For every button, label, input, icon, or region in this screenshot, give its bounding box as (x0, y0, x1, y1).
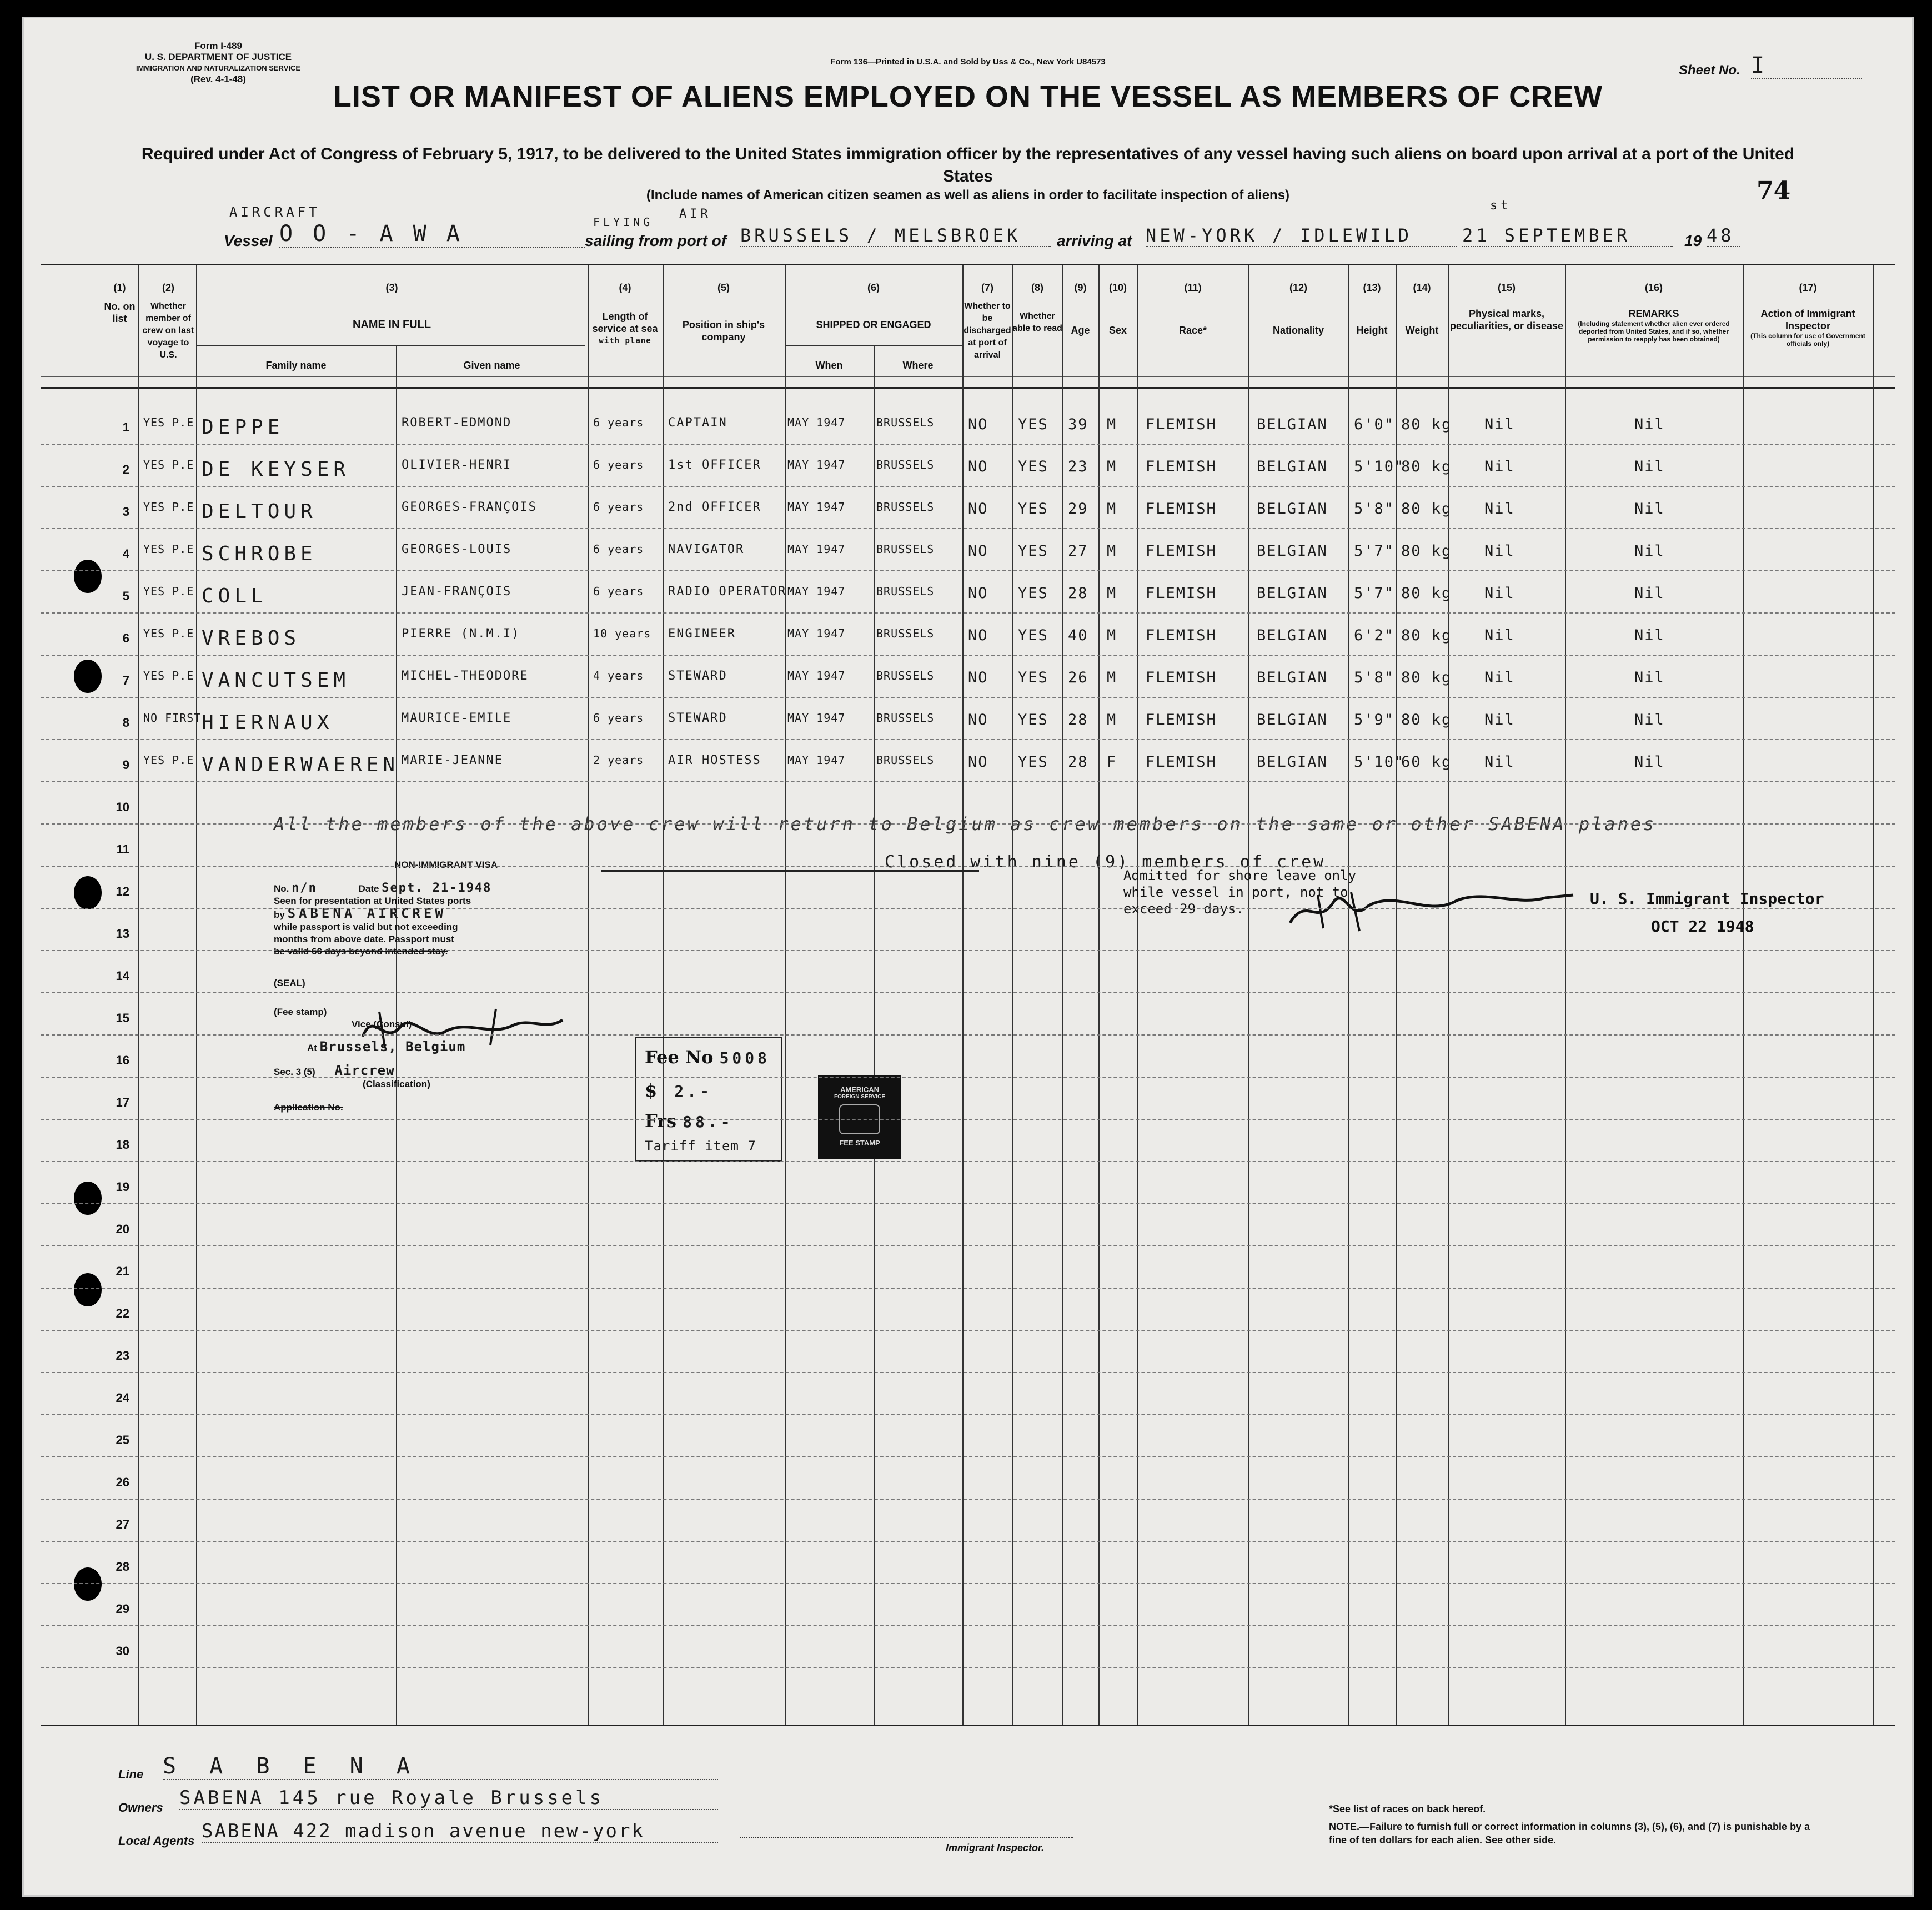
col-header-family: Family name (265, 360, 327, 371)
cell-crew-status: NO FIRST (143, 711, 202, 725)
row-number: 6 (122, 631, 129, 645)
cell-nationality: BELGIAN (1257, 542, 1328, 560)
cell-service-length: 6 years (593, 500, 644, 514)
row-number: 11 (116, 842, 129, 856)
cell-physical-marks: Nil (1484, 627, 1515, 644)
cell-remarks: Nil (1634, 711, 1665, 728)
document-title: LIST OR MANIFEST OF ALIENS EMPLOYED ON THE VESSEL AS MEMBERS OF CREW (333, 80, 1603, 113)
cell-race: FLEMISH (1146, 500, 1217, 517)
row11-note: Closed with nine (9) members of crew (885, 852, 1326, 872)
row-separator (41, 1414, 1895, 1415)
cell-remarks: Nil (1634, 416, 1665, 433)
row-separator (41, 1161, 1895, 1162)
date-stamp: OCT 22 1948 (1651, 917, 1754, 936)
cell-position: ENGINEER (668, 627, 736, 641)
row-number: 16 (116, 1053, 129, 1067)
cell-race: FLEMISH (1146, 542, 1217, 560)
cell-nationality: BELGIAN (1257, 500, 1328, 517)
cell-service-length: 6 years (593, 542, 644, 556)
cell-age: 26 (1068, 669, 1088, 686)
cell-given-name: MICHEL-THEODORE (402, 669, 529, 683)
row-separator (41, 823, 1895, 825)
row-number: 7 (122, 673, 129, 687)
cell-service-length: 2 years (593, 753, 644, 767)
row-number: 24 (116, 1391, 129, 1405)
cell-discharged: NO (968, 542, 988, 560)
cell-sex: M (1107, 627, 1117, 644)
cell-weight: 80 kg (1401, 711, 1452, 728)
cell-remarks: Nil (1634, 753, 1665, 771)
row-separator (41, 528, 1895, 529)
cell-shipped-where: BRUSSELS (876, 627, 935, 640)
cell-physical-marks: Nil (1484, 416, 1515, 433)
arriving-value: NEW-YORK / IDLEWILD (1146, 225, 1457, 247)
row-number: 30 (116, 1644, 129, 1658)
cell-service-length: 6 years (593, 416, 644, 429)
cell-age: 28 (1068, 753, 1088, 771)
cell-family-name: VANDERWAEREN (202, 753, 400, 776)
document-subtitle: Required under Act of Congress of February 5, 1917, to be delivered to the United States immigration officer by the representatives of any vessel having such aliens on board upon arrival at a port of the United States (141, 145, 1795, 185)
cell-height: 5'9" (1354, 711, 1395, 728)
cell-nationality: BELGIAN (1257, 458, 1328, 475)
row-number: 1 (122, 420, 129, 434)
cell-service-length: 10 years (593, 627, 651, 640)
cell-sex: M (1107, 585, 1117, 602)
cell-shipped-when: MAY 1947 (787, 711, 846, 725)
row-separator (41, 1330, 1895, 1331)
cell-shipped-when: MAY 1947 (787, 458, 846, 471)
cell-discharged: NO (968, 753, 988, 771)
cell-service-length: 6 years (593, 458, 644, 471)
air-annotation: AIR (679, 207, 711, 221)
port-value: BRUSSELS / MELSBROEK (740, 225, 1051, 247)
cell-position: STEWARD (668, 669, 727, 683)
row-separator (41, 697, 1895, 698)
col-header-4: (4) Length of service at sea with plane (592, 282, 658, 345)
row-number: 4 (122, 547, 129, 561)
cell-sex: F (1107, 753, 1117, 771)
row-number: 5 (122, 589, 129, 603)
row-number: 21 (116, 1264, 129, 1278)
cell-physical-marks: Nil (1484, 500, 1515, 517)
cell-discharged: NO (968, 711, 988, 728)
cell-height: 5'10" (1354, 753, 1405, 771)
row-number: 15 (116, 1011, 129, 1025)
cell-crew-status: YES P.E (143, 542, 194, 556)
row-separator (41, 655, 1895, 656)
row-number: 25 (116, 1433, 129, 1447)
cell-weight: 80 kg (1401, 500, 1452, 517)
row-separator (41, 612, 1895, 614)
cell-physical-marks: Nil (1484, 542, 1515, 560)
cell-race: FLEMISH (1146, 458, 1217, 475)
cell-service-length: 6 years (593, 585, 644, 598)
cell-given-name: MAURICE-EMILE (402, 711, 512, 725)
row-number: 29 (116, 1602, 129, 1616)
cell-shipped-where: BRUSSELS (876, 753, 935, 767)
cell-age: 23 (1068, 458, 1088, 475)
cell-crew-status: YES P.E (143, 416, 194, 429)
row-number: 14 (116, 969, 129, 983)
sheet-number-label: Sheet No. (1679, 63, 1740, 78)
cell-remarks: Nil (1634, 627, 1665, 644)
cell-crew-status: YES P.E (143, 500, 194, 514)
col-header-15: (15) Physical marks, peculiarities, or disease (1449, 282, 1564, 331)
cell-physical-marks: Nil (1484, 458, 1515, 475)
col-header-12: (12) Nationality (1272, 282, 1324, 336)
col-header-14: (14) Weight (1405, 282, 1439, 336)
visa-by: SABENA AIRCREW (287, 906, 446, 921)
col-header-9: (9) Age (1071, 282, 1090, 336)
cell-nationality: BELGIAN (1257, 753, 1328, 771)
owners-label: Owners (118, 1801, 163, 1814)
col-header-1: (1) No. on list (104, 282, 136, 324)
row-number: 23 (116, 1349, 129, 1363)
cell-nationality: BELGIAN (1257, 585, 1328, 602)
cell-able-to-read: YES (1018, 585, 1048, 602)
row-number: 26 (116, 1475, 129, 1489)
cell-nationality: BELGIAN (1257, 711, 1328, 728)
manifest-sheet (22, 17, 1914, 1897)
cell-remarks: Nil (1634, 669, 1665, 686)
row-number: 19 (116, 1180, 129, 1194)
col-header-2: (2) Whether member of crew on last voyage to U.S. (142, 282, 194, 360)
cell-position: RADIO OPERATOR (668, 585, 787, 599)
cell-race: FLEMISH (1146, 627, 1217, 644)
cell-age: 29 (1068, 500, 1088, 517)
cell-crew-status: YES P.E (143, 753, 194, 767)
cell-remarks: Nil (1634, 542, 1665, 560)
cell-shipped-when: MAY 1947 (787, 585, 846, 598)
fee-stamp: AMERICAN FOREIGN SERVICE FEE STAMP (818, 1075, 901, 1159)
penalty-note: NOTE.—Failure to furnish full or correct information in columns (3), (5), (6), and (7) is punishable by a fine of ten dollars for each alien. See other side. (1329, 1821, 1810, 1846)
cell-position: CAPTAIN (668, 416, 727, 430)
arrival-date-sup: st (1490, 199, 1512, 213)
cell-given-name: ROBERT-EDMOND (402, 416, 512, 430)
cell-position: 1st OFFICER (668, 458, 761, 472)
cell-age: 28 (1068, 711, 1088, 728)
page-number: 74 (1757, 177, 1791, 205)
year-prefix: 19 (1684, 232, 1702, 249)
col-header-5: (5) Position in ship's company (682, 282, 765, 343)
cell-shipped-where: BRUSSELS (876, 416, 935, 429)
cell-crew-status: YES P.E (143, 458, 194, 471)
cell-race: FLEMISH (1146, 585, 1217, 602)
row-number: 10 (116, 800, 129, 814)
cell-able-to-read: YES (1018, 711, 1048, 728)
row-separator (41, 1077, 1895, 1078)
cell-service-length: 4 years (593, 669, 644, 682)
cell-able-to-read: YES (1018, 627, 1048, 644)
cell-shipped-when: MAY 1947 (787, 416, 846, 429)
cell-shipped-where: BRUSSELS (876, 711, 935, 725)
row10-note: All the members of the above crew will return to Belgium as crew members on the same or other SABENA planes (274, 813, 1657, 835)
row-number: 3 (122, 505, 129, 519)
cell-weight: 60 kg (1401, 753, 1452, 771)
cell-discharged: NO (968, 669, 988, 686)
cell-given-name: MARIE-JEANNE (402, 753, 503, 767)
row-separator (41, 444, 1895, 445)
cell-remarks: Nil (1634, 500, 1665, 517)
visa-date: Sept. 21-1948 (382, 881, 492, 895)
sailing-label: sailing from port of (585, 232, 727, 249)
cell-given-name: JEAN-FRANÇOIS (402, 585, 512, 599)
cell-sex: M (1107, 416, 1117, 433)
vessel-label: Vessel (224, 232, 273, 249)
sheet-number-value: I (1751, 53, 1862, 79)
cell-family-name: SCHROBE (202, 542, 317, 565)
col-header-given: Given name (463, 360, 520, 371)
cell-shipped-when: MAY 1947 (787, 542, 846, 556)
row-separator (41, 1499, 1895, 1500)
cell-remarks: Nil (1634, 585, 1665, 602)
col-header-where: Where (902, 360, 934, 371)
year-value: 48 (1707, 225, 1740, 247)
row-separator (41, 739, 1895, 740)
form-header-block (135, 41, 302, 85)
department: U. S. DEPARTMENT OF JUSTICE (144, 52, 292, 62)
fee-dollar: 2.- (674, 1082, 712, 1100)
row-separator (41, 950, 1895, 951)
row-separator (41, 1625, 1895, 1626)
row-number: 13 (116, 927, 129, 941)
agents-value: SABENA 422 madison avenue new-york (202, 1820, 718, 1843)
row-separator (41, 992, 1895, 993)
row-separator (41, 1667, 1895, 1668)
fee-box: Fee No 5008 $ 2.- Frs 88.- Tariff item 7 (635, 1037, 782, 1162)
cell-discharged: NO (968, 458, 988, 475)
cell-physical-marks: Nil (1484, 711, 1515, 728)
cell-physical-marks: Nil (1484, 669, 1515, 686)
document-subnote: (Include names of American citizen seamen as well as aliens in order to facilitate inspection of aliens) (646, 188, 1290, 203)
fee-tariff: Tariff item 7 (645, 1138, 756, 1154)
cell-shipped-when: MAY 1947 (787, 753, 846, 767)
cell-nationality: BELGIAN (1257, 669, 1328, 686)
cell-shipped-when: MAY 1947 (787, 627, 846, 640)
cell-able-to-read: YES (1018, 542, 1048, 560)
cell-shipped-when: MAY 1947 (787, 669, 846, 682)
fee-no: 5008 (719, 1049, 770, 1067)
cell-height: 5'8" (1354, 500, 1395, 517)
visa-class: Aircrew (334, 1063, 395, 1078)
row-number: 18 (116, 1138, 129, 1152)
col-header-8: (8) Whether able to read (1012, 282, 1062, 333)
cell-height: 5'8" (1354, 669, 1395, 686)
cell-shipped-where: BRUSSELS (876, 585, 935, 598)
cell-physical-marks: Nil (1484, 585, 1515, 602)
cell-race: FLEMISH (1146, 416, 1217, 433)
row-separator (41, 1372, 1895, 1373)
cell-able-to-read: YES (1018, 669, 1048, 686)
cell-weight: 80 kg (1401, 458, 1452, 475)
consul-signature (357, 1003, 568, 1053)
cell-family-name: DE KEYSER (202, 458, 350, 481)
cell-shipped-where: BRUSSELS (876, 669, 935, 682)
row-separator (41, 570, 1895, 571)
cell-family-name: HIERNAUX (202, 711, 334, 734)
line-value: S A B E N A (163, 1753, 718, 1780)
cell-given-name: GEORGES-LOUIS (402, 542, 512, 556)
cell-sex: M (1107, 711, 1117, 728)
cell-race: FLEMISH (1146, 669, 1217, 686)
col-header-6: (6) SHIPPED OR ENGAGED (816, 282, 931, 330)
col-header-10: (10) Sex (1108, 282, 1127, 336)
cell-shipped-when: MAY 1947 (787, 500, 846, 514)
form-id: Form I-489 (194, 41, 242, 51)
row-separator (41, 1583, 1895, 1584)
cell-age: 39 (1068, 416, 1088, 433)
arrival-date: 21 SEPTEMBER (1462, 225, 1673, 247)
cell-race: FLEMISH (1146, 711, 1217, 728)
cell-family-name: DELTOUR (202, 500, 317, 523)
arriving-label: arriving at (1057, 232, 1132, 249)
row-number: 17 (116, 1095, 129, 1109)
row-number: 8 (122, 716, 129, 730)
cell-age: 27 (1068, 542, 1088, 560)
cell-shipped-where: BRUSSELS (876, 458, 935, 471)
vessel-annotation: AIRCRAFT (229, 204, 320, 220)
cell-shipped-where: BRUSSELS (876, 542, 935, 556)
printer-line: Form 136—Printed in U.S.A. and Sold by Uss & Co., New York U84573 (830, 57, 1106, 67)
row-separator (41, 1456, 1895, 1457)
cell-family-name: VREBOS (202, 627, 301, 650)
row-separator (41, 908, 1895, 909)
footer (41, 1745, 1895, 1884)
cell-height: 5'7" (1354, 585, 1395, 602)
col-header-11: (11) Race* (1178, 282, 1207, 336)
cell-nationality: BELGIAN (1257, 627, 1328, 644)
fee-frs: 88.- (683, 1113, 734, 1131)
cell-weight: 80 kg (1401, 585, 1452, 602)
cell-discharged: NO (968, 585, 988, 602)
cell-position: STEWARD (668, 711, 727, 725)
cell-weight: 80 kg (1401, 627, 1452, 644)
cell-family-name: VANCUTSEM (202, 669, 350, 692)
row-separator (41, 486, 1895, 487)
cell-position: AIR HOSTESS (668, 753, 761, 767)
vessel-value: O O - A W A (279, 221, 585, 248)
row-number: 12 (116, 884, 129, 898)
cell-crew-status: YES P.E (143, 627, 194, 640)
cell-discharged: NO (968, 627, 988, 644)
cell-physical-marks: Nil (1484, 753, 1515, 771)
cell-age: 40 (1068, 627, 1088, 644)
agents-label: Local Agents (118, 1834, 195, 1848)
row-number: 27 (116, 1517, 129, 1531)
col-header-13: (13) Height (1356, 282, 1388, 336)
cell-given-name: GEORGES-FRANÇOIS (402, 500, 537, 514)
row-separator (41, 1119, 1895, 1120)
cell-remarks: Nil (1634, 458, 1665, 475)
cell-weight: 80 kg (1401, 416, 1452, 433)
immigrant-inspector-label: Immigrant Inspector. (946, 1842, 1045, 1853)
row-number: 20 (116, 1222, 129, 1236)
cell-height: 5'7" (1354, 542, 1395, 560)
cell-sex: M (1107, 542, 1117, 560)
row-number: 28 (116, 1560, 129, 1574)
inspector-label: U. S. Immigrant Inspector (1590, 889, 1824, 908)
cell-crew-status: YES P.E (143, 669, 194, 682)
row-separator (41, 1245, 1895, 1246)
cell-nationality: BELGIAN (1257, 416, 1328, 433)
cell-able-to-read: YES (1018, 416, 1048, 433)
cell-crew-status: YES P.E (143, 585, 194, 598)
row-separator (41, 866, 1895, 867)
col-header-3: (3) NAME IN FULL (352, 282, 431, 331)
visa-no: n/n (292, 881, 317, 895)
cell-discharged: NO (968, 416, 988, 433)
cell-able-to-read: YES (1018, 458, 1048, 475)
visa-title: NON-IMMIGRANT VISA (394, 860, 498, 870)
row-number: 22 (116, 1306, 129, 1320)
cell-family-name: COLL (202, 585, 268, 607)
cell-shipped-where: BRUSSELS (876, 500, 935, 514)
row-separator (41, 1203, 1895, 1204)
cell-height: 6'2" (1354, 627, 1395, 644)
cell-weight: 80 kg (1401, 542, 1452, 560)
cell-able-to-read: YES (1018, 753, 1048, 771)
cell-sex: M (1107, 458, 1117, 475)
cell-height: 6'0" (1354, 416, 1395, 433)
row-separator (41, 1288, 1895, 1289)
cell-position: NAVIGATOR (668, 542, 745, 556)
cell-age: 28 (1068, 585, 1088, 602)
col-header-17: (17) Action of Immigrant Inspector (This column for use of Government officials only) (1750, 282, 1865, 348)
visa-at: Brussels, Belgium (319, 1039, 466, 1054)
cell-weight: 80 kg (1401, 669, 1452, 686)
races-note: *See list of races on back hereof. (1329, 1803, 1486, 1814)
col-header-16: (16) REMARKS (Including statement whether alien ever ordered deported from United States, and if so, whether permission to reapply has been obtained) (1578, 282, 1730, 343)
line-label: Line (118, 1767, 144, 1781)
row-number: 2 (122, 463, 129, 476)
crew-table (41, 263, 1895, 1727)
cell-given-name: PIERRE (N.M.I) (402, 627, 520, 641)
admitted-stamp: Admitted for shore leave only while vessel in port, not to exceed 29 days. (1123, 868, 1357, 917)
cell-race: FLEMISH (1146, 753, 1217, 771)
col-header-when: When (815, 360, 843, 371)
visa-stamp: NON-IMMIGRANT VISA No. n/n Date Sept. 21-1948 Seen for presentation at United States ports by SABENA AIRCREW while passport is valid but not exceeding months from above date. Passport must be valid 60 days beyond intended stay. (SEAL) (Fee stamp) Vice (Consul) At Brussels, Belgium Sec. 3 (5) Aircrew (Classification) Application No. (274, 859, 585, 1114)
owners-value: SABENA 145 rue Royale Brussels (179, 1787, 718, 1810)
cell-discharged: NO (968, 500, 988, 517)
cell-service-length: 6 years (593, 711, 644, 725)
cell-sex: M (1107, 500, 1117, 517)
row-separator (41, 781, 1895, 782)
row-separator (41, 1034, 1895, 1036)
cell-sex: M (1107, 669, 1117, 686)
revision: (Rev. 4-1-48) (190, 74, 246, 84)
cell-family-name: DEPPE (202, 416, 284, 439)
inspector-signature (1284, 884, 1595, 934)
cell-position: 2nd OFFICER (668, 500, 761, 514)
row-number: 9 (122, 758, 129, 772)
cell-able-to-read: YES (1018, 500, 1048, 517)
cell-given-name: OLIVIER-HENRI (402, 458, 512, 472)
sailing-annotation: FLYING (593, 215, 654, 229)
col-header-7: (7) Whether to be discharged at port of arrival (964, 282, 1011, 360)
row-separator (41, 1541, 1895, 1542)
cell-height: 5'10" (1354, 458, 1405, 475)
service-name: IMMIGRATION AND NATURALIZATION SERVICE (136, 64, 301, 72)
